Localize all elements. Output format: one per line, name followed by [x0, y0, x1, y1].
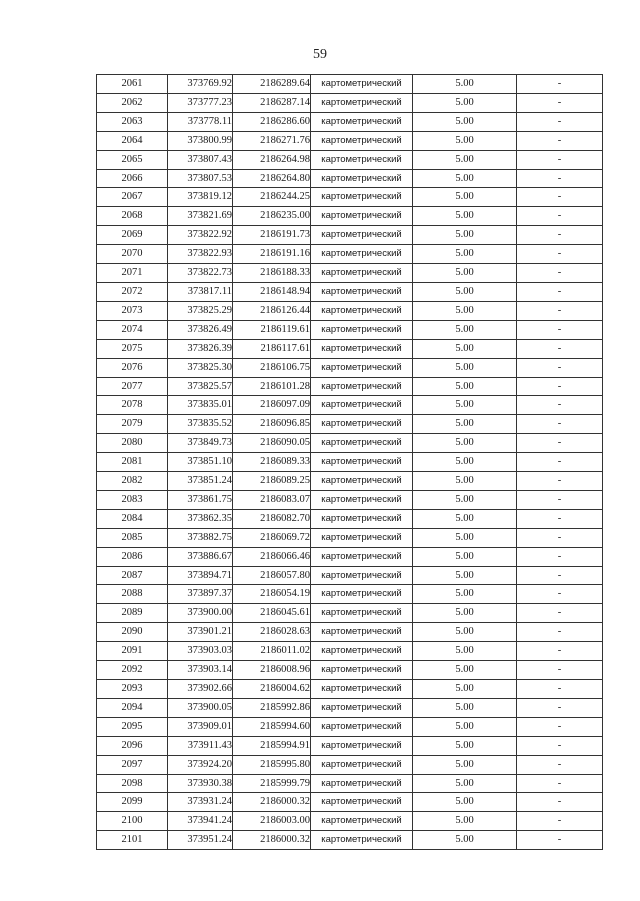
page-number: 59 [313, 47, 327, 62]
x-coordinate-cell: 373777.23 [168, 93, 233, 112]
y-coordinate-cell: 2186286.60 [233, 112, 311, 131]
y-coordinate-cell: 2186066.46 [233, 547, 311, 566]
method-cell: картометрический [311, 623, 413, 642]
description-cell: - [517, 585, 603, 604]
y-coordinate-cell: 2185995.80 [233, 755, 311, 774]
x-coordinate-cell: 373931.24 [168, 793, 233, 812]
y-coordinate-cell: 2186000.32 [233, 831, 311, 850]
description-cell: - [517, 301, 603, 320]
y-coordinate-cell: 2186191.16 [233, 245, 311, 264]
x-coordinate-cell: 373900.00 [168, 604, 233, 623]
description-cell: - [517, 698, 603, 717]
x-coordinate-cell: 373862.35 [168, 509, 233, 528]
x-coordinate-cell: 373901.21 [168, 623, 233, 642]
table-row [97, 75, 603, 94]
y-coordinate-cell: 2186082.70 [233, 509, 311, 528]
table-row [97, 566, 603, 585]
point-number-cell: 2101 [97, 831, 168, 850]
description-cell: - [517, 604, 603, 623]
point-number-cell: 2070 [97, 245, 168, 264]
method-cell: картометрический [311, 131, 413, 150]
table-row [97, 226, 603, 245]
accuracy-cell: 5.00 [413, 112, 517, 131]
point-number-cell: 2062 [97, 93, 168, 112]
method-cell: картометрический [311, 547, 413, 566]
description-cell: - [517, 642, 603, 661]
table-row [97, 377, 603, 396]
description-cell: - [517, 320, 603, 339]
point-number-cell: 2087 [97, 566, 168, 585]
point-number-cell: 2082 [97, 472, 168, 491]
x-coordinate-cell: 373851.10 [168, 453, 233, 472]
y-coordinate-cell: 2186028.63 [233, 623, 311, 642]
method-cell: картометрический [311, 169, 413, 188]
point-number-cell: 2061 [97, 75, 168, 94]
accuracy-cell: 5.00 [413, 831, 517, 850]
method-cell: картометрический [311, 604, 413, 623]
point-number-cell: 2079 [97, 415, 168, 434]
y-coordinate-cell: 2186011.02 [233, 642, 311, 661]
description-cell: - [517, 169, 603, 188]
method-cell: картометрический [311, 774, 413, 793]
y-coordinate-cell: 2186004.62 [233, 680, 311, 699]
x-coordinate-cell: 373821.69 [168, 207, 233, 226]
method-cell: картометрический [311, 585, 413, 604]
method-cell: картометрический [311, 150, 413, 169]
point-number-cell: 2097 [97, 755, 168, 774]
point-number-cell: 2080 [97, 434, 168, 453]
method-cell: картометрический [311, 717, 413, 736]
method-cell: картометрический [311, 812, 413, 831]
y-coordinate-cell: 2186000.32 [233, 793, 311, 812]
method-cell: картометрический [311, 434, 413, 453]
description-cell: - [517, 717, 603, 736]
x-coordinate-cell: 373825.30 [168, 358, 233, 377]
point-number-cell: 2064 [97, 131, 168, 150]
y-coordinate-cell: 2186057.80 [233, 566, 311, 585]
y-coordinate-cell: 2186264.80 [233, 169, 311, 188]
y-coordinate-cell: 2185994.60 [233, 717, 311, 736]
table-row [97, 339, 603, 358]
point-number-cell: 2074 [97, 320, 168, 339]
method-cell: картометрический [311, 245, 413, 264]
table-row [97, 698, 603, 717]
accuracy-cell: 5.00 [413, 150, 517, 169]
method-cell: картометрический [311, 188, 413, 207]
table-row [97, 793, 603, 812]
description-cell: - [517, 112, 603, 131]
accuracy-cell: 5.00 [413, 415, 517, 434]
accuracy-cell: 5.00 [413, 509, 517, 528]
point-number-cell: 2072 [97, 282, 168, 301]
method-cell: картометрический [311, 755, 413, 774]
description-cell: - [517, 75, 603, 94]
y-coordinate-cell: 2186101.28 [233, 377, 311, 396]
table-row [97, 680, 603, 699]
accuracy-cell: 5.00 [413, 453, 517, 472]
y-coordinate-cell: 2186271.76 [233, 131, 311, 150]
x-coordinate-cell: 373924.20 [168, 755, 233, 774]
table-row [97, 661, 603, 680]
description-cell: - [517, 774, 603, 793]
y-coordinate-cell: 2186191.73 [233, 226, 311, 245]
accuracy-cell: 5.00 [413, 434, 517, 453]
point-number-cell: 2081 [97, 453, 168, 472]
description-cell: - [517, 453, 603, 472]
accuracy-cell: 5.00 [413, 604, 517, 623]
accuracy-cell: 5.00 [413, 264, 517, 283]
x-coordinate-cell: 373849.73 [168, 434, 233, 453]
table-row [97, 301, 603, 320]
description-cell: - [517, 623, 603, 642]
x-coordinate-cell: 373911.43 [168, 736, 233, 755]
description-cell: - [517, 831, 603, 850]
point-number-cell: 2095 [97, 717, 168, 736]
accuracy-cell: 5.00 [413, 472, 517, 491]
coordinates-table [96, 74, 603, 850]
x-coordinate-cell: 373835.52 [168, 415, 233, 434]
y-coordinate-cell: 2186126.44 [233, 301, 311, 320]
accuracy-cell: 5.00 [413, 339, 517, 358]
x-coordinate-cell: 373951.24 [168, 831, 233, 850]
method-cell: картометрический [311, 490, 413, 509]
description-cell: - [517, 566, 603, 585]
x-coordinate-cell: 373822.73 [168, 264, 233, 283]
point-number-cell: 2069 [97, 226, 168, 245]
description-cell: - [517, 434, 603, 453]
y-coordinate-cell: 2186235.00 [233, 207, 311, 226]
point-number-cell: 2094 [97, 698, 168, 717]
x-coordinate-cell: 373825.57 [168, 377, 233, 396]
accuracy-cell: 5.00 [413, 566, 517, 585]
x-coordinate-cell: 373822.92 [168, 226, 233, 245]
y-coordinate-cell: 2186287.14 [233, 93, 311, 112]
table-row [97, 472, 603, 491]
x-coordinate-cell: 373835.01 [168, 396, 233, 415]
method-cell: картометрический [311, 75, 413, 94]
method-cell: картометрический [311, 509, 413, 528]
method-cell: картометрический [311, 339, 413, 358]
method-cell: картометрический [311, 264, 413, 283]
description-cell: - [517, 188, 603, 207]
y-coordinate-cell: 2186119.61 [233, 320, 311, 339]
y-coordinate-cell: 2186148.94 [233, 282, 311, 301]
x-coordinate-cell: 373826.49 [168, 320, 233, 339]
point-number-cell: 2092 [97, 661, 168, 680]
accuracy-cell: 5.00 [413, 661, 517, 680]
point-number-cell: 2067 [97, 188, 168, 207]
accuracy-cell: 5.00 [413, 207, 517, 226]
description-cell: - [517, 264, 603, 283]
description-cell: - [517, 812, 603, 831]
table-row [97, 642, 603, 661]
x-coordinate-cell: 373886.67 [168, 547, 233, 566]
point-number-cell: 2068 [97, 207, 168, 226]
x-coordinate-cell: 373800.99 [168, 131, 233, 150]
accuracy-cell: 5.00 [413, 396, 517, 415]
y-coordinate-cell: 2186089.33 [233, 453, 311, 472]
accuracy-cell: 5.00 [413, 774, 517, 793]
point-number-cell: 2090 [97, 623, 168, 642]
table-row [97, 358, 603, 377]
x-coordinate-cell: 373903.03 [168, 642, 233, 661]
y-coordinate-cell: 2186264.98 [233, 150, 311, 169]
y-coordinate-cell: 2186069.72 [233, 528, 311, 547]
method-cell: картометрический [311, 698, 413, 717]
accuracy-cell: 5.00 [413, 358, 517, 377]
description-cell: - [517, 358, 603, 377]
y-coordinate-cell: 2185992.86 [233, 698, 311, 717]
table-row [97, 547, 603, 566]
x-coordinate-cell: 373903.14 [168, 661, 233, 680]
point-number-cell: 2083 [97, 490, 168, 509]
x-coordinate-cell: 373807.53 [168, 169, 233, 188]
table-row [97, 207, 603, 226]
x-coordinate-cell: 373930.38 [168, 774, 233, 793]
description-cell: - [517, 396, 603, 415]
accuracy-cell: 5.00 [413, 75, 517, 94]
accuracy-cell: 5.00 [413, 282, 517, 301]
point-number-cell: 2078 [97, 396, 168, 415]
description-cell: - [517, 736, 603, 755]
method-cell: картометрический [311, 415, 413, 434]
x-coordinate-cell: 373894.71 [168, 566, 233, 585]
table-row [97, 415, 603, 434]
point-number-cell: 2071 [97, 264, 168, 283]
point-number-cell: 2096 [97, 736, 168, 755]
description-cell: - [517, 509, 603, 528]
y-coordinate-cell: 2186289.64 [233, 75, 311, 94]
accuracy-cell: 5.00 [413, 131, 517, 150]
description-cell: - [517, 150, 603, 169]
table-row [97, 320, 603, 339]
y-coordinate-cell: 2186117.61 [233, 339, 311, 358]
x-coordinate-cell: 373826.39 [168, 339, 233, 358]
accuracy-cell: 5.00 [413, 301, 517, 320]
table-row [97, 755, 603, 774]
accuracy-cell: 5.00 [413, 528, 517, 547]
accuracy-cell: 5.00 [413, 680, 517, 699]
point-number-cell: 2086 [97, 547, 168, 566]
table-row [97, 736, 603, 755]
method-cell: картометрический [311, 207, 413, 226]
table-row [97, 112, 603, 131]
y-coordinate-cell: 2185999.79 [233, 774, 311, 793]
description-cell: - [517, 528, 603, 547]
y-coordinate-cell: 2186244.25 [233, 188, 311, 207]
x-coordinate-cell: 373817.11 [168, 282, 233, 301]
method-cell: картометрический [311, 566, 413, 585]
description-cell: - [517, 93, 603, 112]
x-coordinate-cell: 373769.92 [168, 75, 233, 94]
x-coordinate-cell: 373861.75 [168, 490, 233, 509]
point-number-cell: 2088 [97, 585, 168, 604]
description-cell: - [517, 245, 603, 264]
accuracy-cell: 5.00 [413, 736, 517, 755]
y-coordinate-cell: 2186003.00 [233, 812, 311, 831]
point-number-cell: 2063 [97, 112, 168, 131]
description-cell: - [517, 680, 603, 699]
method-cell: картометрический [311, 831, 413, 850]
method-cell: картометрический [311, 320, 413, 339]
x-coordinate-cell: 373900.05 [168, 698, 233, 717]
point-number-cell: 2098 [97, 774, 168, 793]
table-row [97, 528, 603, 547]
x-coordinate-cell: 373822.93 [168, 245, 233, 264]
description-cell: - [517, 131, 603, 150]
accuracy-cell: 5.00 [413, 490, 517, 509]
table-row [97, 150, 603, 169]
description-cell: - [517, 207, 603, 226]
table-row [97, 453, 603, 472]
description-cell: - [517, 226, 603, 245]
x-coordinate-cell: 373909.01 [168, 717, 233, 736]
table-row [97, 509, 603, 528]
accuracy-cell: 5.00 [413, 793, 517, 812]
method-cell: картометрический [311, 112, 413, 131]
method-cell: картометрический [311, 377, 413, 396]
table-row [97, 831, 603, 850]
method-cell: картометрический [311, 528, 413, 547]
point-number-cell: 2099 [97, 793, 168, 812]
y-coordinate-cell: 2186097.09 [233, 396, 311, 415]
y-coordinate-cell: 2186045.61 [233, 604, 311, 623]
x-coordinate-cell: 373902.66 [168, 680, 233, 699]
x-coordinate-cell: 373825.29 [168, 301, 233, 320]
accuracy-cell: 5.00 [413, 717, 517, 736]
accuracy-cell: 5.00 [413, 755, 517, 774]
table-body [97, 75, 603, 850]
accuracy-cell: 5.00 [413, 188, 517, 207]
table-row [97, 604, 603, 623]
description-cell: - [517, 793, 603, 812]
method-cell: картометрический [311, 472, 413, 491]
point-number-cell: 2084 [97, 509, 168, 528]
method-cell: картометрический [311, 358, 413, 377]
method-cell: картометрический [311, 680, 413, 699]
x-coordinate-cell: 373882.75 [168, 528, 233, 547]
y-coordinate-cell: 2186090.05 [233, 434, 311, 453]
method-cell: картометрический [311, 661, 413, 680]
accuracy-cell: 5.00 [413, 547, 517, 566]
point-number-cell: 2065 [97, 150, 168, 169]
x-coordinate-cell: 373941.24 [168, 812, 233, 831]
accuracy-cell: 5.00 [413, 226, 517, 245]
table-row [97, 623, 603, 642]
accuracy-cell: 5.00 [413, 320, 517, 339]
description-cell: - [517, 282, 603, 301]
accuracy-cell: 5.00 [413, 93, 517, 112]
description-cell: - [517, 490, 603, 509]
method-cell: картометрический [311, 226, 413, 245]
y-coordinate-cell: 2186188.33 [233, 264, 311, 283]
accuracy-cell: 5.00 [413, 642, 517, 661]
table-row [97, 585, 603, 604]
description-cell: - [517, 377, 603, 396]
point-number-cell: 2085 [97, 528, 168, 547]
point-number-cell: 2091 [97, 642, 168, 661]
x-coordinate-cell: 373807.43 [168, 150, 233, 169]
accuracy-cell: 5.00 [413, 585, 517, 604]
point-number-cell: 2093 [97, 680, 168, 699]
method-cell: картометрический [311, 282, 413, 301]
table-row [97, 717, 603, 736]
x-coordinate-cell: 373778.11 [168, 112, 233, 131]
y-coordinate-cell: 2185994.91 [233, 736, 311, 755]
point-number-cell: 2077 [97, 377, 168, 396]
accuracy-cell: 5.00 [413, 698, 517, 717]
table-row [97, 264, 603, 283]
accuracy-cell: 5.00 [413, 812, 517, 831]
description-cell: - [517, 339, 603, 358]
accuracy-cell: 5.00 [413, 169, 517, 188]
description-cell: - [517, 755, 603, 774]
description-cell: - [517, 415, 603, 434]
x-coordinate-cell: 373851.24 [168, 472, 233, 491]
point-number-cell: 2073 [97, 301, 168, 320]
y-coordinate-cell: 2186054.19 [233, 585, 311, 604]
x-coordinate-cell: 373897.37 [168, 585, 233, 604]
table-row [97, 774, 603, 793]
description-cell: - [517, 547, 603, 566]
y-coordinate-cell: 2186008.96 [233, 661, 311, 680]
y-coordinate-cell: 2186089.25 [233, 472, 311, 491]
description-cell: - [517, 661, 603, 680]
method-cell: картометрический [311, 93, 413, 112]
accuracy-cell: 5.00 [413, 377, 517, 396]
method-cell: картометрический [311, 642, 413, 661]
point-number-cell: 2100 [97, 812, 168, 831]
point-number-cell: 2089 [97, 604, 168, 623]
table-row [97, 396, 603, 415]
method-cell: картометрический [311, 396, 413, 415]
table-row [97, 434, 603, 453]
table-row [97, 245, 603, 264]
table-row [97, 490, 603, 509]
table-row [97, 169, 603, 188]
description-cell: - [517, 472, 603, 491]
table-row [97, 812, 603, 831]
point-number-cell: 2066 [97, 169, 168, 188]
y-coordinate-cell: 2186083.07 [233, 490, 311, 509]
point-number-cell: 2076 [97, 358, 168, 377]
table-row [97, 282, 603, 301]
method-cell: картометрический [311, 736, 413, 755]
method-cell: картометрический [311, 453, 413, 472]
accuracy-cell: 5.00 [413, 245, 517, 264]
table-row [97, 131, 603, 150]
accuracy-cell: 5.00 [413, 623, 517, 642]
method-cell: картометрический [311, 793, 413, 812]
table-row [97, 93, 603, 112]
x-coordinate-cell: 373819.12 [168, 188, 233, 207]
method-cell: картометрический [311, 301, 413, 320]
table-row [97, 188, 603, 207]
point-number-cell: 2075 [97, 339, 168, 358]
y-coordinate-cell: 2186106.75 [233, 358, 311, 377]
y-coordinate-cell: 2186096.85 [233, 415, 311, 434]
